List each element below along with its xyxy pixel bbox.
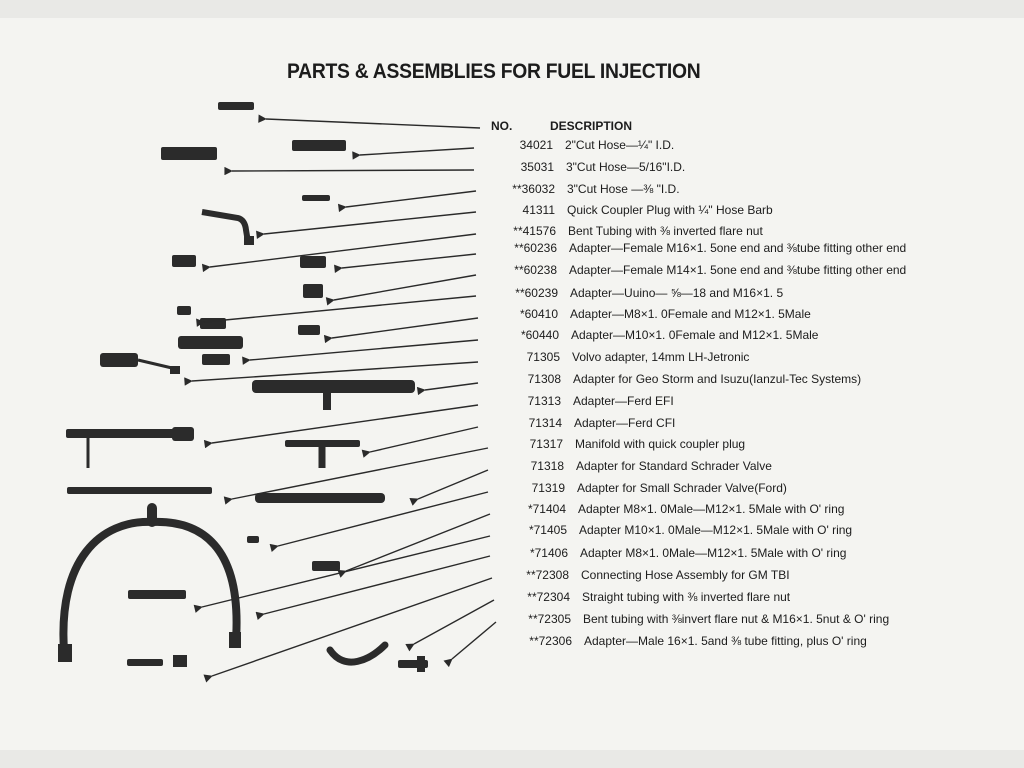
part-description: Adapter M8×1. 0Male—M12×1. 5Male with O' ring xyxy=(580,546,847,560)
part-description: Adapter for Geo Storm and Isuzu(Ianzul-Tec Systems) xyxy=(573,372,862,386)
part-number: *71406 xyxy=(529,546,568,560)
column-header-description: DESCRIPTION xyxy=(550,119,633,133)
part-description: Adapter—Female M16×1. 5one end and ⅜tube fitting other end xyxy=(569,241,907,255)
part-number: 35031 xyxy=(520,160,554,174)
part-number: **41576 xyxy=(513,224,556,238)
part-volvo-adapter-71305 xyxy=(100,353,138,367)
part-number: **72304 xyxy=(527,590,570,604)
part-adapter-60239 xyxy=(303,284,323,298)
part-number: 41311 xyxy=(522,203,555,217)
part-description: Manifold with quick coupler plug xyxy=(575,437,746,451)
part-number: **72305 xyxy=(528,612,571,626)
part-hose-35031 xyxy=(292,140,346,151)
part-description: Adapter for Small Schrader Valve(Ford) xyxy=(577,481,787,495)
part-number: **72306 xyxy=(529,634,572,648)
part-number: *60410 xyxy=(519,307,558,321)
part-number: 34021 xyxy=(519,138,553,152)
part-fitting-72306 xyxy=(127,659,163,666)
part-tube-72304 xyxy=(128,590,186,599)
part-number: **72308 xyxy=(526,568,569,582)
part-description: Straight tubing with ⅜ inverted flare nut xyxy=(582,590,791,604)
part-adapter-60236 xyxy=(172,255,196,267)
part-number: **60238 xyxy=(514,263,557,277)
part-description: Adapter for Standard Schrader Valve xyxy=(576,459,772,473)
part-description: Adapter—Ferd CFI xyxy=(574,416,676,430)
part-number: **36032 xyxy=(512,182,555,196)
part-number: **60236 xyxy=(514,241,557,255)
part-number: 71318 xyxy=(530,459,564,473)
part-adapter-71308 xyxy=(252,380,415,393)
part-adapter-60238 xyxy=(300,256,326,268)
part-description: 3"Cut Hose—5/16"I.D. xyxy=(566,160,686,174)
page-title: PARTS & ASSEMBLIES FOR FUEL INJECTION xyxy=(287,60,701,83)
part-adapter-71404 xyxy=(247,536,259,543)
part-number: 71319 xyxy=(531,481,565,495)
part-description: 3"Cut Hose —⅜ "I.D. xyxy=(567,182,680,196)
part-adapter-60410 xyxy=(177,306,191,315)
part-hose-36032 xyxy=(161,147,217,160)
part-number: *71404 xyxy=(527,502,566,516)
part-description: Connecting Hose Assembly for GM TBI xyxy=(581,568,790,582)
part-number: *71405 xyxy=(528,523,567,537)
part-description: Adapter M8×1. 0Male—M12×1. 5Male with O' ring xyxy=(578,502,845,516)
part-number: 71313 xyxy=(527,394,561,408)
part-number: 71314 xyxy=(528,416,562,430)
part-description: Adapter—Uuino— ⅝—18 and M16×1. 5 xyxy=(570,286,784,300)
part-description: Bent Tubing with ⅜ inverted flare nut xyxy=(568,224,763,238)
part-description: 2"Cut Hose—¼" I.D. xyxy=(565,138,675,152)
part-number: *60440 xyxy=(520,328,559,342)
part-number: 71305 xyxy=(526,350,560,364)
column-header-no: NO. xyxy=(491,119,513,133)
part-bent-tube-41576 xyxy=(202,212,248,242)
part-description: Adapter—M10×1. 0Female and M12×1. 5Male xyxy=(571,328,819,342)
part-description: Adapter—Male 16×1. 5and ⅜ tube fitting, plus O' ring xyxy=(584,634,867,648)
part-adapter-60440 xyxy=(298,325,320,335)
part-hose-71319 xyxy=(67,487,212,494)
part-description: Quick Coupler Plug with ¼" Hose Barb xyxy=(567,203,773,217)
part-hose-34021 xyxy=(218,102,254,110)
part-number: 71308 xyxy=(527,372,561,386)
part-plug-41311 xyxy=(302,195,330,201)
part-description: Adapter—Ferd EFI xyxy=(573,394,674,408)
part-number: 71317 xyxy=(529,437,563,451)
part-manifold-71317 xyxy=(285,440,360,447)
part-description: Adapter—Female M14×1. 5one end and ⅜tube fitting other end xyxy=(569,263,907,277)
part-adapter-71406 xyxy=(312,561,340,571)
part-description: Bent tubing with ⅜invert flare nut & M16×1. 5nut & O' ring xyxy=(583,612,890,626)
part-description: Adapter—M8×1. 0Female and M12×1. 5Male xyxy=(570,307,811,321)
part-description: Volvo adapter, 14mm LH-Jetronic xyxy=(572,350,750,364)
part-hose-assembly-72308 xyxy=(63,522,236,650)
part-description: Adapter M10×1. 0Male—M12×1. 5Male with O' ring xyxy=(579,523,853,537)
part-number: **60239 xyxy=(515,286,558,300)
